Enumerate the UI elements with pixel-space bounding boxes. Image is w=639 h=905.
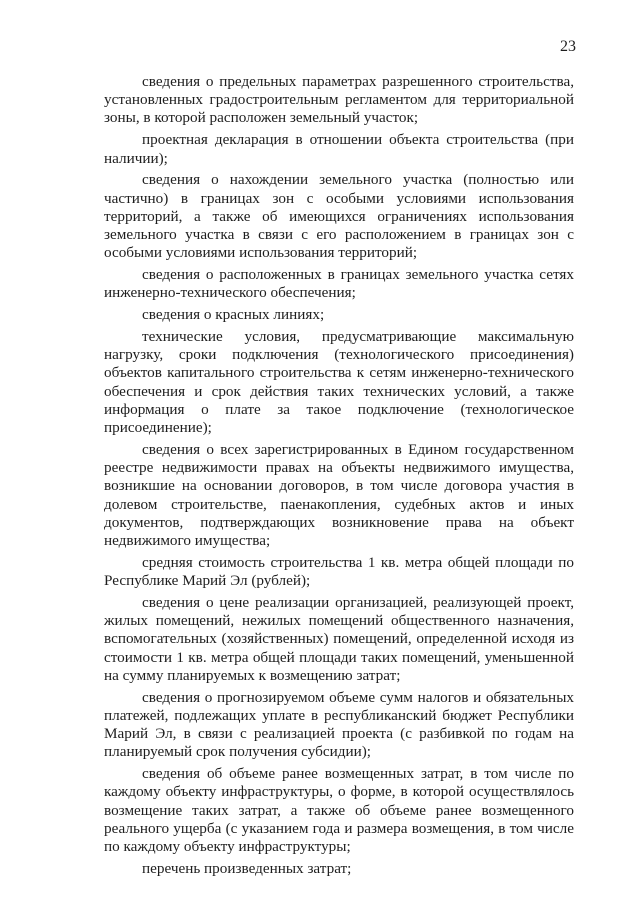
paragraph: сведения о цене реализации организацией, реализующей проект, жилых помещений, нежилых помещений общественного назначения, вспомогательных (хозяйственных) помещений, определенной исходя из стоимости 1 кв. метра общей площади таких помещений, уменьшенной на сумму планируемых к возмещению затрат; — [104, 593, 574, 684]
paragraph: сведения о расположенных в границах земельного участка сетях инженерно-технического обеспечения; — [104, 266, 574, 302]
paragraph: сведения о красных линиях; — [142, 306, 325, 324]
document-body — [104, 73, 574, 882]
paragraph: проектная декларация в отношении объекта строительства (при наличии); — [104, 131, 574, 167]
paragraph: перечень произведенных затрат; — [142, 859, 352, 877]
paragraph: сведения о нахождении земельного участка (полностью или частично) в границах зон с особыми условиями использования территорий, а также об имеющихся ограничениях использования земельного участка в связи с его расположением в границах зон с особыми условиями использования территорий; — [104, 171, 574, 262]
paragraph: сведения о предельных параметрах разрешенного строительства, установленных градостроительным регламентом для территориальной зоны, в которой расположен земельный участок; — [104, 73, 574, 127]
page-number: 23 — [560, 38, 576, 55]
paragraph: сведения об объеме ранее возмещенных затрат, в том числе по каждому объекту инфраструктуры, о форме, в которой осуществлялось возмещение таких затрат, а также об объеме ранее возмещенного реального ущерба (с указанием года и размера возмещения, в том числе по каждому объекту инфраструктуры; — [104, 765, 574, 855]
paragraph: средняя стоимость строительства 1 кв. метра общей площади по Республике Марий Эл (рублей); — [104, 553, 574, 590]
paragraph: сведения о прогнозируемом объеме сумм налогов и обязательных платежей, подлежащих уплате в республиканский бюджет Республики Марий Эл, в связи с реализацией проекта (с разбивкой по годам на планируемый срок получения субсидии); — [104, 688, 574, 761]
paragraph: сведения о всех зарегистрированных в Едином государственном реестре недвижимости правах на объекты недвижимого имущества, возникшие на основании договоров, в том числе договора участия в долевом строительстве, паенакопления, судебных актов и иных документов, подтверждающих возникновение права на объект недвижимого имущества; — [104, 440, 574, 549]
paragraph: технические условия, предусматривающие максимальную нагрузку, сроки подключения (технологического присоединения) объектов капитального строительства к сетям инженерно-технического обеспечения и срок действия таких технических условий, а также информация о плате за такое подключение (технологическое присоединение); — [104, 328, 574, 437]
